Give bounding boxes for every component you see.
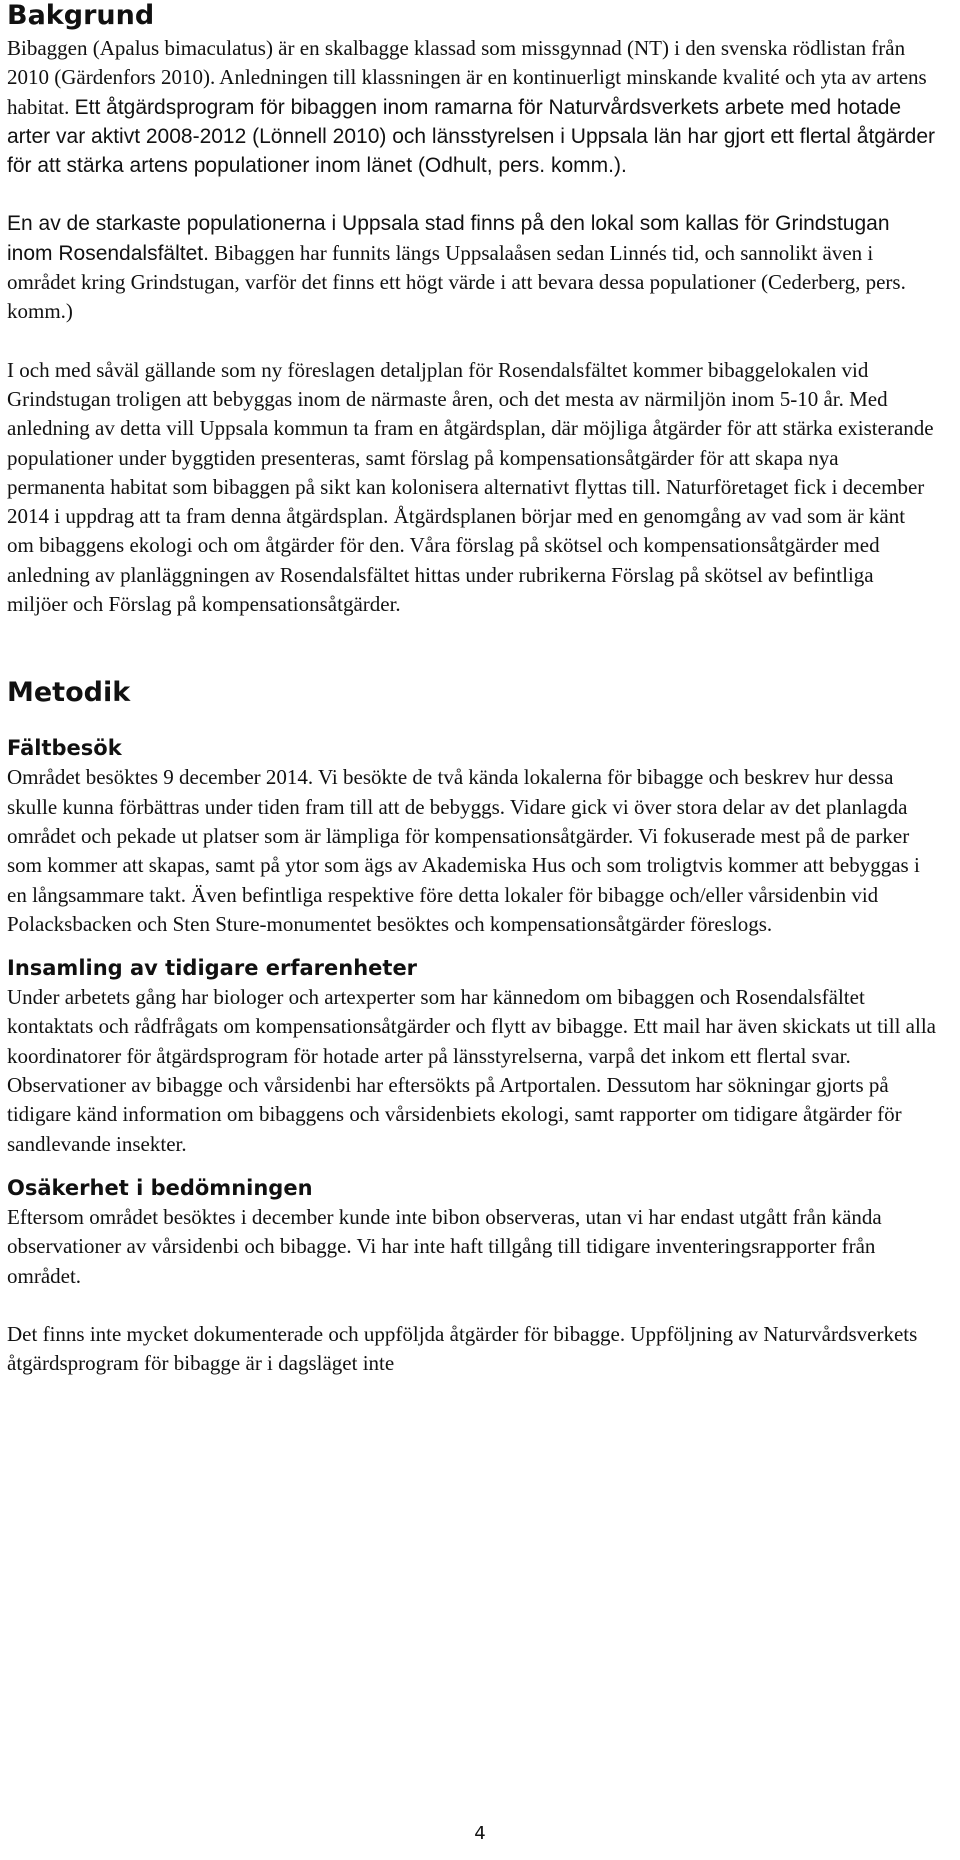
paragraph-bakgrund-1-part-b: Ett åtgärdsprogram för bibaggen inom ramarna för Naturvårdsverkets arbete med hotade arter var aktivt 2008-2012 (Lönnell 2010) och länsstyrelsen i Uppsala län har gjort ett flertal åtgärder för att stärka artens populationer inom länet (Odhult, pers. komm.). xyxy=(7,95,936,178)
paragraph-faltbesok: Området besöktes 9 december 2014. Vi besökte de två kända lokalerna för bibagge och beskrev hur dessa skulle kunna förbättras under tiden fram till att de bebyggs. Vidare gick vi över stora delar av det planlagda området och pekade ut platser som är lämpliga för kompensationsåtgärder. Vi fokuserade mest på de parker som kommer att skapas, samt på ytor som ägs av Akademiska Hus och som troligtvis kommer att bebyggas i en långsammare takt. Även befintliga respektive före detta lokaler för bibagge och/eller vårsidenbin vid Polacksbacken och Sten Sture-monumentet besöktes och kompensationsåtgärder föreslogs. xyxy=(7,765,920,936)
paragraph-bakgrund-3 xyxy=(7,356,937,620)
paragraph-bakgrund-2-part-a: En av de starkaste populationerna i Uppsala stad finns på den lokal som kallas för Grindstugan inom Rosendalsfältet. xyxy=(7,212,890,265)
paragraph-bakgrund-2 xyxy=(7,209,937,326)
paragraph-osakerhet-1: Eftersom området besöktes i december kunde inte bibon observeras, utan vi har endast utgått från kända observationer av vårsidenbi och bibagge. Vi har inte haft tillgång till tidigare inventeringsrapporter från området. xyxy=(7,1204,882,1288)
page-number: 4 xyxy=(474,1823,486,1844)
paragraph-bakgrund-1-part-a: Bibaggen (Apalus bimaculatus) är en skalbagge klassad som missgynnad (NT) i den svenska rödlistan från 2010 (Gärdenfors 2010). Anledningen till klassningen är en kontinuerligt minskande kvalité och yta av artens habitat. xyxy=(7,36,927,119)
paragraph-bakgrund-1 xyxy=(7,34,937,180)
document-page xyxy=(7,0,937,1378)
subheading-faltbesok: Fältbesök xyxy=(7,736,122,761)
subheading-osakerhet: Osäkerhet i bedömningen xyxy=(7,1175,313,1200)
paragraph-insamling: Under arbetets gång har biologer och artexperter som har kännedom om bibaggen och Rosendalsfältet kontaktats och rådfrågats om kompensationsåtgärder och flytt av bibagge. Ett mail har även skickats ut till alla koordinatorer för åtgärdsprogram för hotade arter på länsstyrelserna, varpå det inkom ett flertal svar. Observationer av bibagge och vårsidenbi har eftersökts på Artportalen. Dessutom har sökningar gjorts på tidigare känd information om bibaggens och vårsidenbiets ekologi, samt rapporter om tidigare åtgärder för sandlevande insekter. xyxy=(7,985,936,1156)
paragraph-bakgrund-3-part-b: Med anledning av detta vill Uppsala kommun ta fram en åtgärdsplan, där möjliga åtgärder för att stärka existerande populationer under byggtiden presenteras, samt förslag på kompensationsåtgärder för att skapa nya permanenta habitat som bibaggen på sikt kan kolonisera alternativt flyttas till. Naturföretaget fick i december 2014 i uppdrag att ta fram denna åtgärdsplan. Åtgärdsplanen börjar med en genomgång av vad som är känt om bibaggens ekologi och om åtgärder för den. Våra förslag på skötsel och kompensationsåtgärder med anledning av planläggningen av Rosendalsfältet hittas under rubrikerna Förslag på skötsel av befintliga miljöer och Förslag på kompensationsåtgärder. xyxy=(7,386,934,617)
paragraph-bakgrund-2-part-b: Bibaggen har funnits längs Uppsalaåsen sedan Linnés tid, och sannolikt även i området kring Grindstugan, varför det finns ett högt värde i att bevara dessa populationer (Cederberg, pers. komm.) xyxy=(7,240,906,324)
section-heading-metodik: Metodik xyxy=(7,677,131,709)
paragraph-bakgrund-3-part-a: I och med såväl gällande som ny föreslagen detaljplan för Rosendalsfältet kommer bibaggelokalen vid Grindstugan troligen att bebyggas inom de närmaste åren, och det mesta av närmiljön inom 5-10 år. xyxy=(7,357,869,411)
subheading-insamling: Insamling av tidigare erfarenheter xyxy=(7,956,418,981)
section-heading-bakgrund: Bakgrund xyxy=(7,0,155,31)
paragraph-osakerhet-2: Det finns inte mycket dokumenterade och uppföljda åtgärder för bibagge. Uppföljning av Naturvårdsverkets åtgärdsprogram för bibagge är i dagsläget inte xyxy=(7,1321,918,1376)
